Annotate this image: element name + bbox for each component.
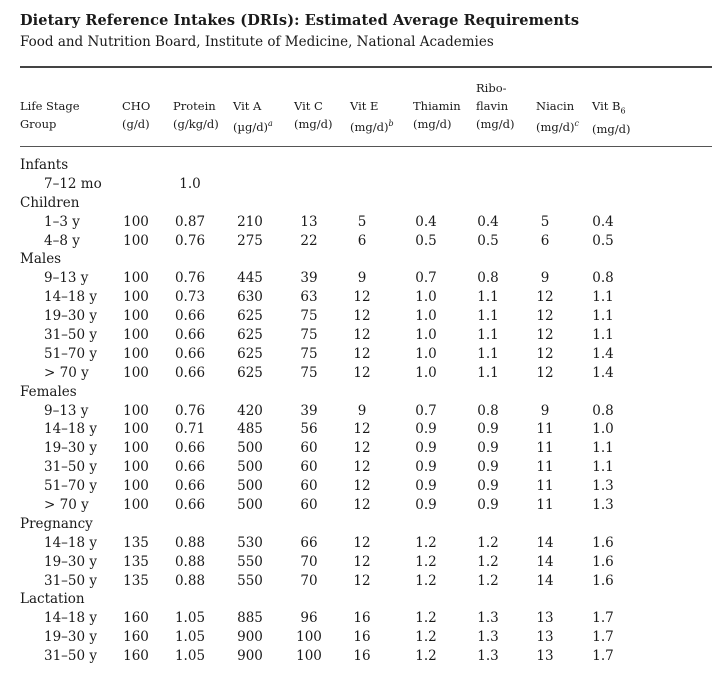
niacin-cell: 11: [536, 497, 554, 514]
vit-e-cell: 12: [353, 289, 371, 306]
vit-a-cell: 550: [237, 572, 263, 589]
vit-c-cell: 70: [300, 553, 318, 570]
thiamin-cell: 0.7: [415, 402, 437, 419]
table-row: [0, 534, 720, 553]
life-stage-label: 9–13 y: [44, 270, 89, 287]
table-row: [0, 345, 720, 364]
protein-cell: 0.66: [174, 440, 206, 457]
vit-b6-cell: 1.7: [592, 648, 614, 665]
niacin-cell: 14: [536, 534, 554, 551]
life-stage-label: > 70 y: [44, 497, 89, 514]
cho-cell: 100: [123, 478, 149, 495]
vit-c-cell: 60: [300, 440, 318, 457]
thiamin-cell: 1.0: [415, 327, 437, 344]
vit-a-cell: 625: [237, 364, 263, 381]
vit-c-cell: 70: [300, 572, 318, 589]
protein-cell: 0.76: [174, 232, 206, 249]
life-stage-label: 19–30 y: [44, 629, 98, 646]
vit-b6-cell: 1.4: [592, 364, 614, 381]
vit-e-cell: 12: [353, 572, 371, 589]
niacin-cell: 12: [536, 327, 554, 344]
protein-cell: 0.71: [174, 421, 206, 438]
riboflavin-cell: 1.1: [477, 308, 499, 325]
life-stage-label: 14–18 y: [44, 610, 98, 627]
vit-c-cell: 60: [300, 459, 318, 476]
life-stage-label: 7–12 mo: [44, 175, 102, 192]
vit-c-cell: 100: [296, 629, 322, 646]
vit-a-cell: 550: [237, 553, 263, 570]
thiamin-cell: 1.2: [415, 610, 437, 627]
vit-b6-cell: 0.8: [592, 402, 614, 419]
life-stage-label: 19–30 y: [44, 440, 98, 457]
table-row: [0, 307, 720, 326]
life-stage-label: 9–13 y: [44, 402, 89, 419]
riboflavin-cell: 0.9: [477, 421, 499, 438]
life-stage-label: 14–18 y: [44, 289, 98, 306]
thiamin-cell: 0.9: [415, 421, 437, 438]
group-row: [0, 590, 720, 609]
thiamin-cell: 1.2: [415, 572, 437, 589]
thiamin-cell: 0.9: [415, 459, 437, 476]
riboflavin-cell: 0.9: [477, 440, 499, 457]
vit-c-cell: 39: [300, 270, 318, 287]
vit-c-cell: 63: [300, 289, 318, 306]
vit-e-cell: 12: [353, 345, 371, 362]
riboflavin-cell: 1.1: [477, 289, 499, 306]
protein-cell: 0.76: [174, 270, 206, 287]
vit-b6-cell: 1.1: [592, 327, 614, 344]
group-label: Pregnancy: [20, 515, 93, 532]
cho-cell: 160: [123, 648, 149, 665]
niacin-cell: 12: [536, 345, 554, 362]
cho-cell: 160: [123, 610, 149, 627]
vit-b6-cell: 1.6: [592, 553, 614, 570]
protein-cell: 1.05: [174, 648, 206, 665]
thiamin-cell: 0.7: [415, 270, 437, 287]
thiamin-cell: 0.5: [415, 232, 437, 249]
vit-c-cell: 96: [300, 610, 318, 627]
niacin-cell: 11: [536, 421, 554, 438]
riboflavin-cell: 0.5: [477, 232, 499, 249]
vit-e-cell: 12: [353, 327, 371, 344]
thiamin-cell: 0.9: [415, 497, 437, 514]
riboflavin-cell: 1.2: [477, 572, 499, 589]
vit-c-cell: 100: [296, 648, 322, 665]
protein-cell: 0.73: [174, 289, 206, 306]
footnote-c: c: [574, 119, 579, 128]
riboflavin-cell: 0.8: [477, 402, 499, 419]
niacin-cell: 13: [536, 610, 554, 627]
cho-cell: 100: [123, 232, 149, 249]
riboflavin-cell: 1.2: [477, 553, 499, 570]
vit-a-cell: 625: [237, 345, 263, 362]
group-label: Females: [20, 383, 77, 400]
niacin-cell: 14: [536, 572, 554, 589]
riboflavin-cell: 0.4: [477, 213, 499, 230]
thiamin-cell: 1.2: [415, 534, 437, 551]
header-vit-b6: Vit $B_6$ (mg/d): [592, 99, 631, 137]
vit-a-cell: 630: [237, 289, 263, 306]
vit-a-cell: 900: [237, 629, 263, 646]
vit-a-cell: 275: [237, 232, 263, 249]
vit-a-cell: 500: [237, 440, 263, 457]
vit-e-cell: 12: [353, 364, 371, 381]
life-stage-label: 31–50 y: [44, 327, 98, 344]
niacin-cell: 13: [536, 629, 554, 646]
vit-a-cell: 485: [237, 421, 263, 438]
niacin-cell: 11: [536, 478, 554, 495]
vit-b6-cell: 1.1: [592, 308, 614, 325]
protein-cell: 0.66: [174, 478, 206, 495]
vit-c-cell: 75: [300, 327, 318, 344]
page-subtitle: Food and Nutrition Board, Institute of Medicine, National Academies: [20, 34, 494, 50]
life-stage-label: > 70 y: [44, 364, 89, 381]
table-row: [0, 628, 720, 647]
vit-b6-cell: 1.1: [592, 289, 614, 306]
vit-b6-cell: 1.7: [592, 629, 614, 646]
table-row: [0, 364, 720, 383]
cho-cell: 100: [123, 345, 149, 362]
table-row: [0, 572, 720, 591]
niacin-cell: 13: [536, 648, 554, 665]
protein-cell: 0.66: [174, 327, 206, 344]
life-stage-label: 51–70 y: [44, 478, 98, 495]
vit-c-cell: 75: [300, 308, 318, 325]
table-row: [0, 402, 720, 421]
riboflavin-cell: 1.1: [477, 345, 499, 362]
vit-b6-cell: 0.4: [592, 213, 614, 230]
vit-a-cell: 625: [237, 308, 263, 325]
table-row: [0, 496, 720, 515]
vit-e-cell: 16: [353, 610, 371, 627]
table-row: [0, 458, 720, 477]
vit-b6-cell: 0.8: [592, 270, 614, 287]
niacin-cell: 11: [536, 459, 554, 476]
group-label: Infants: [20, 157, 69, 173]
life-stage-label: 51–70 y: [44, 345, 98, 362]
vit-e-cell: 12: [353, 478, 371, 495]
dri-table-body: [0, 156, 720, 666]
protein-cell: 0.66: [174, 459, 206, 476]
vit-e-cell: 9: [357, 402, 367, 419]
vit-c-cell: 75: [300, 345, 318, 362]
cho-cell: 100: [123, 459, 149, 476]
riboflavin-cell: 0.9: [477, 478, 499, 495]
cho-cell: 100: [123, 402, 149, 419]
header-thiamin: Thiamin (mg/d): [413, 99, 461, 131]
vit-e-cell: 12: [353, 497, 371, 514]
thiamin-cell: 1.2: [415, 629, 437, 646]
protein-cell: 0.88: [174, 553, 206, 570]
protein-cell: 0.88: [174, 534, 206, 551]
table-row: [0, 232, 720, 251]
vit-b6-cell: 1.6: [592, 534, 614, 551]
vit-e-cell: 6: [357, 232, 367, 249]
life-stage-label: 1–3 y: [44, 213, 80, 230]
protein-cell: 0.87: [174, 213, 206, 230]
vit-a-cell: 500: [237, 478, 263, 495]
niacin-cell: 5: [540, 213, 550, 230]
table-row: [0, 269, 720, 288]
protein-cell: 0.66: [174, 364, 206, 381]
table-row: [0, 439, 720, 458]
riboflavin-cell: 1.1: [477, 327, 499, 344]
vit-a-cell: 420: [237, 402, 263, 419]
vit-b6-cell: 1.1: [592, 440, 614, 457]
vit-c-cell: 22: [300, 232, 318, 249]
niacin-cell: 11: [536, 440, 554, 457]
header-vit-a: Vit A $(\mu g/d)^a$: [233, 99, 273, 134]
vit-a-cell: 500: [237, 497, 263, 514]
cho-cell: 100: [123, 289, 149, 306]
life-stage-label: 4–8 y: [44, 232, 80, 249]
thiamin-cell: 0.9: [415, 478, 437, 495]
vit-a-cell: 210: [237, 213, 263, 230]
protein-cell: 1.05: [174, 610, 206, 627]
vit-e-cell: 12: [353, 459, 371, 476]
niacin-cell: 12: [536, 289, 554, 306]
life-stage-label: 31–50 y: [44, 648, 98, 665]
vit-b6-cell: 1.7: [592, 610, 614, 627]
vit-e-cell: 16: [353, 648, 371, 665]
thiamin-cell: 0.9: [415, 440, 437, 457]
table-row: [0, 647, 720, 666]
vit-c-cell: 13: [300, 213, 318, 230]
life-stage-label: 19–30 y: [44, 308, 98, 325]
protein-cell: 0.66: [174, 308, 206, 325]
niacin-cell: 12: [536, 308, 554, 325]
thiamin-cell: 1.2: [415, 648, 437, 665]
cho-cell: 135: [123, 534, 149, 551]
header-life-stage: Life Stage Group: [20, 99, 80, 131]
riboflavin-cell: 1.3: [477, 629, 499, 646]
cho-cell: 100: [123, 364, 149, 381]
header-top-rule: [20, 66, 712, 68]
vit-a-cell: 500: [237, 459, 263, 476]
vit-a-cell: 885: [237, 610, 263, 627]
protein-cell: 0.88: [174, 572, 206, 589]
table-row: [0, 326, 720, 345]
thiamin-cell: 1.0: [415, 308, 437, 325]
table-row: [0, 420, 720, 439]
cho-cell: 100: [123, 308, 149, 325]
vit-a-cell: 625: [237, 327, 263, 344]
vit-c-cell: 60: [300, 497, 318, 514]
table-row: [0, 213, 720, 232]
vit-b6-cell: 1.3: [592, 497, 614, 514]
vit-e-cell: 12: [353, 440, 371, 457]
vit-b6-cell: 1.6: [592, 572, 614, 589]
riboflavin-cell: 1.3: [477, 648, 499, 665]
life-stage-label: 31–50 y: [44, 459, 98, 476]
riboflavin-cell: 0.9: [477, 459, 499, 476]
group-label: Lactation: [20, 591, 85, 608]
cho-cell: 100: [123, 497, 149, 514]
cho-cell: 100: [123, 440, 149, 457]
cho-cell: 135: [123, 572, 149, 589]
protein-cell: 1.05: [174, 629, 206, 646]
life-stage-label: 19–30 y: [44, 553, 98, 570]
group-row: [0, 156, 720, 175]
table-row: [0, 288, 720, 307]
vit-b6-cell: 1.1: [592, 459, 614, 476]
vit-a-cell: 445: [237, 270, 263, 287]
vit-e-cell: 16: [353, 629, 371, 646]
thiamin-cell: 1.0: [415, 345, 437, 362]
vit-c-cell: 56: [300, 421, 318, 438]
vit-e-cell: 5: [357, 213, 367, 230]
niacin-cell: 14: [536, 553, 554, 570]
vit-b6-cell: 1.4: [592, 345, 614, 362]
header-bottom-rule: [20, 146, 712, 147]
thiamin-cell: 1.0: [415, 289, 437, 306]
riboflavin-cell: 1.3: [477, 610, 499, 627]
table-row: [0, 175, 720, 194]
thiamin-cell: 1.0: [415, 364, 437, 381]
life-stage-label: 14–18 y: [44, 421, 98, 438]
vit-c-cell: 39: [300, 402, 318, 419]
vit-e-cell: 12: [353, 421, 371, 438]
header-vit-e: Vit E $(mg/d)^b$: [350, 99, 394, 134]
thiamin-cell: 0.4: [415, 213, 437, 230]
vit-c-cell: 66: [300, 534, 318, 551]
riboflavin-cell: 0.9: [477, 497, 499, 514]
life-stage-label: 14–18 y: [44, 534, 98, 551]
table-row: [0, 477, 720, 496]
table-row: [0, 609, 720, 628]
group-label: Males: [20, 251, 62, 268]
cho-cell: 135: [123, 553, 149, 570]
thiamin-cell: 1.2: [415, 553, 437, 570]
protein-cell: 1.0: [179, 175, 201, 192]
header-protein: Protein (g/kg/d): [173, 99, 219, 131]
vit-b6-cell: 0.5: [592, 232, 614, 249]
riboflavin-cell: 1.2: [477, 534, 499, 551]
cho-cell: 100: [123, 270, 149, 287]
protein-cell: 0.66: [174, 345, 206, 362]
protein-cell: 0.76: [174, 402, 206, 419]
group-row: [0, 515, 720, 534]
riboflavin-cell: 0.8: [477, 270, 499, 287]
page-title: Dietary Reference Intakes (DRIs): Estimated Average Requirements: [20, 12, 580, 29]
group-row: [0, 383, 720, 402]
niacin-cell: 9: [540, 270, 550, 287]
header-riboflavin: Ribo- flavin (mg/d): [476, 81, 515, 131]
header-cho: CHO (g/d): [122, 99, 151, 131]
protein-cell: 0.66: [174, 497, 206, 514]
group-row: [0, 250, 720, 269]
cho-cell: 100: [123, 327, 149, 344]
cho-cell: 100: [123, 421, 149, 438]
riboflavin-cell: 1.1: [477, 364, 499, 381]
group-label: Children: [20, 194, 80, 211]
header-vit-c: Vit C (mg/d): [294, 99, 333, 131]
vit-e-cell: 12: [353, 553, 371, 570]
life-stage-label: 31–50 y: [44, 572, 98, 589]
group-row: [0, 194, 720, 213]
vit-c-cell: 60: [300, 478, 318, 495]
niacin-cell: 9: [540, 402, 550, 419]
cho-cell: 160: [123, 629, 149, 646]
header-niacin: Niacin $(mg/d)^c$: [536, 99, 579, 134]
footnote-a: a: [268, 119, 273, 128]
cho-cell: 100: [123, 213, 149, 230]
vit-e-cell: 12: [353, 534, 371, 551]
vit-e-cell: 12: [353, 308, 371, 325]
vit-a-cell: 530: [237, 534, 263, 551]
vit-e-cell: 9: [357, 270, 367, 287]
vit-c-cell: 75: [300, 364, 318, 381]
table-row: [0, 553, 720, 572]
vit-b6-cell: 1.0: [592, 421, 614, 438]
niacin-cell: 6: [540, 232, 550, 249]
niacin-cell: 12: [536, 364, 554, 381]
footnote-b: b: [388, 119, 394, 128]
vit-a-cell: 900: [237, 648, 263, 665]
vit-b6-cell: 1.3: [592, 478, 614, 495]
